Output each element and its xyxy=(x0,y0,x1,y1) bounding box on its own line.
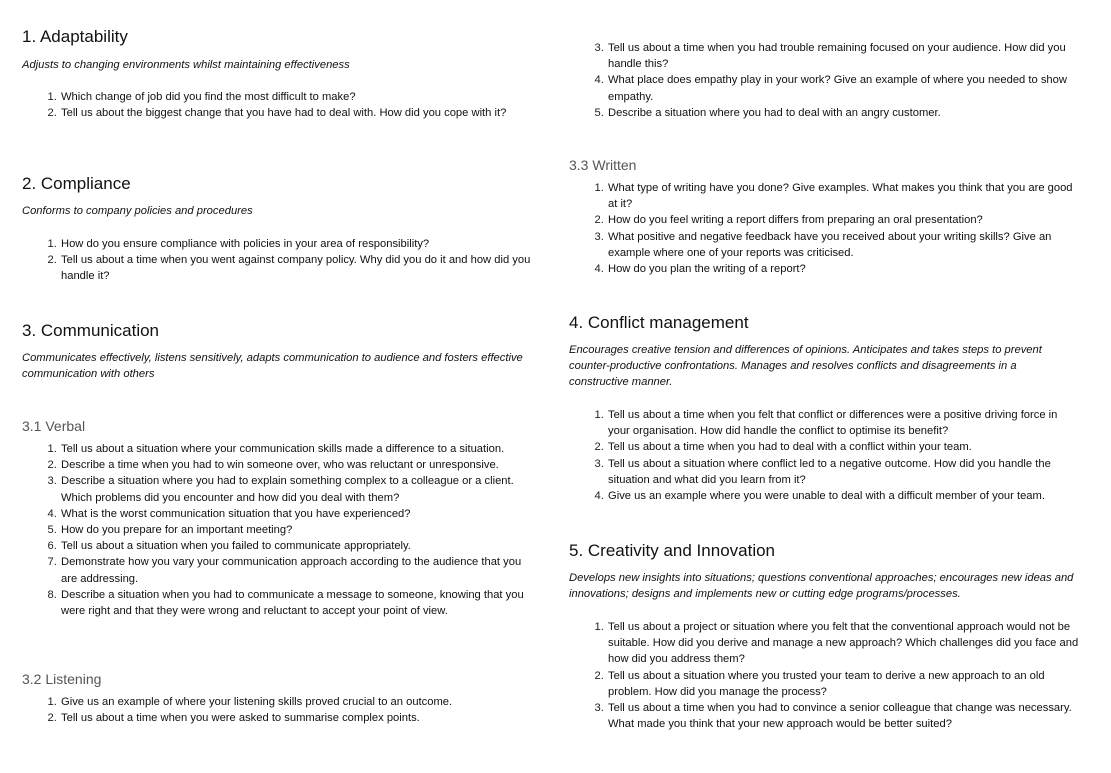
list-item: 1. Which change of job did you find the most difficult to make? xyxy=(60,89,532,105)
section-title-creativity: 5. Creativity and Innovation xyxy=(569,541,776,560)
list-item: 3. Describe a situation where you had to explain something complex to a colleague or a client. Which problems did you encounter and how did you deal with them? xyxy=(60,473,532,505)
list-item: 1. Tell us about a situation where your communication skills made a difference to a situation. xyxy=(60,441,532,457)
section-description-compliance: Conforms to company policies and procedures xyxy=(22,205,253,217)
list-item: 4. Give us an example where you were unable to deal with a difficult member of your team. xyxy=(607,488,1079,504)
question-list-listening-continued xyxy=(569,40,1079,121)
list-item: 3. Tell us about a time when you had trouble remaining focused on your audience. How did you handle this? xyxy=(607,40,1079,72)
section-description-creativity: Develops new insights into situations; questions conventional approaches; encourages new ideas and innovations; designs and implements new or cutting edge programs/processes. xyxy=(569,572,1074,600)
list-item: 6. Tell us about a situation when you failed to communicate appropriately. xyxy=(60,538,532,554)
list-item: 3. Tell us about a situation where conflict led to a negative outcome. How did you handle the situation and what did you learn from it? xyxy=(607,456,1079,488)
question-list-written xyxy=(569,180,1079,277)
list-item: 2. Tell us about a situation where you trusted your team to derive a new approach to an old problem. How did you manage the process? xyxy=(607,668,1079,700)
subsection-title-verbal: 3.1 Verbal xyxy=(22,418,86,434)
list-item: 7. Demonstrate how you vary your communication approach according to the audience that you are addressing. xyxy=(60,554,532,586)
question-list-creativity xyxy=(569,619,1079,732)
list-item: 1. Tell us about a time when you felt that conflict or differences were a positive driving force in your organisation. How did handle the conflict to optimise its benefit? xyxy=(607,407,1079,439)
list-item: 5. How do you prepare for an important meeting? xyxy=(60,522,532,538)
list-item: 2. Tell us about a time when you had to deal with a conflict within your team. xyxy=(607,439,1079,455)
subsection-title-listening: 3.2 Listening xyxy=(22,671,102,687)
section-title-adaptability: 1. Adaptability xyxy=(22,27,128,46)
list-item: 2. Tell us about a time when you were asked to summarise complex points. xyxy=(60,710,532,726)
list-item: 2. How do you feel writing a report differs from preparing an oral presentation? xyxy=(607,212,1079,228)
list-item: 3. What positive and negative feedback have you received about your writing skills? Give an example where one of your reports was criticised. xyxy=(607,229,1079,261)
question-list-listening xyxy=(22,694,532,726)
section-description-communication: Communicates effectively, listens sensitively, adapts communication to audience and fosters effective communication with others xyxy=(22,352,523,380)
section-title-compliance: 2. Compliance xyxy=(22,174,131,193)
subsection-title-written: 3.3 Written xyxy=(569,157,637,173)
list-item: 4. How do you plan the writing of a report? xyxy=(607,261,1079,277)
section-title-communication: 3. Communication xyxy=(22,321,160,340)
question-list-verbal xyxy=(22,441,532,619)
list-item: 2. Describe a time when you had to win someone over, who was reluctant or unresponsive. xyxy=(60,457,532,473)
section-title-conflict: 4. Conflict management xyxy=(569,313,749,332)
list-item: 4. What place does empathy play in your work? Give an example of where you needed to show empathy. xyxy=(607,72,1079,104)
list-item: 3. Tell us about a time when you had to convince a senior colleague that change was necessary. What made you think that your new approach would be better suited? xyxy=(607,700,1079,732)
list-item: 1. Give us an example of where your listening skills proved crucial to an outcome. xyxy=(60,694,532,710)
list-item: 5. Describe a situation where you had to deal with an angry customer. xyxy=(607,105,1079,121)
list-item: 1. Tell us about a project or situation where you felt that the conventional approach would not be suitable. How did you derive and manage a new approach? Which challenges did you face and how did you address them? xyxy=(607,619,1079,668)
list-item: 8. Describe a situation when you had to communicate a message to someone, knowing that you were right and that they were wrong and reluctant to accept your point of view. xyxy=(60,587,532,619)
list-item: 1. What type of writing have you done? Give examples. What makes you think that you are good at it? xyxy=(607,180,1079,212)
list-item: 2. Tell us about a time when you went against company policy. Why did you do it and how did you handle it? xyxy=(60,252,532,284)
section-description-conflict: Encourages creative tension and differences of opinions. Anticipates and takes steps to prevent counter-productive confrontations. Manages and resolves conflicts and disagreements in a constructive manner. xyxy=(569,344,1042,388)
section-description-adaptability: Adjusts to changing environments whilst maintaining effectiveness xyxy=(22,59,350,71)
question-list-compliance xyxy=(22,236,532,285)
list-item: 4. What is the worst communication situation that you have experienced? xyxy=(60,506,532,522)
list-item: 1. How do you ensure compliance with policies in your area of responsibility? xyxy=(60,236,532,252)
list-item: 2. Tell us about the biggest change that you have had to deal with. How did you cope with it? xyxy=(60,105,532,121)
question-list-adaptability xyxy=(22,89,532,121)
question-list-conflict xyxy=(569,407,1079,504)
